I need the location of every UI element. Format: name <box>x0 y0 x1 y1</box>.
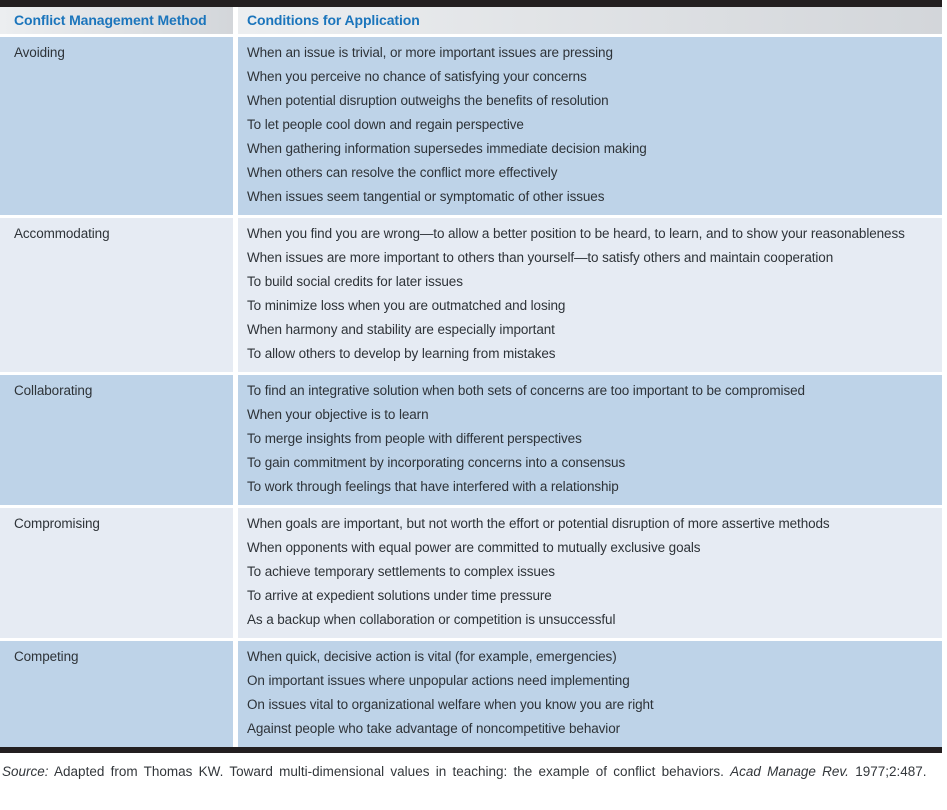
source-label: Source: <box>2 764 49 779</box>
source-text: Adapted from Thomas KW. Toward multi-dimensional values in teaching: the example of conflict behaviors. <box>48 764 731 779</box>
condition-item: When potential disruption outweighs the benefits of resolution <box>247 93 609 108</box>
conditions-cell <box>238 37 942 215</box>
method-cell: Accommodating <box>0 218 233 372</box>
condition-item: When gathering information supersedes immediate decision making <box>247 141 647 156</box>
condition-item: When an issue is trivial, or more important issues are pressing <box>247 45 613 60</box>
condition-item: On important issues where unpopular actions need implementing <box>247 673 630 688</box>
method-cell: Competing <box>0 641 233 747</box>
conditions-cell <box>238 218 942 372</box>
condition-item: When goals are important, but not worth the effort or potential disruption of more assertive methods <box>247 516 830 531</box>
condition-item: As a backup when collaboration or competition is unsuccessful <box>247 612 616 627</box>
condition-item: When quick, decisive action is vital (for example, emergencies) <box>247 649 617 664</box>
source-journal: Acad Manage Rev. <box>730 764 849 779</box>
condition-item: When opponents with equal power are committed to mutually exclusive goals <box>247 540 701 555</box>
method-cell: Collaborating <box>0 375 233 505</box>
conditions-cell <box>238 508 942 638</box>
condition-item: To merge insights from people with different perspectives <box>247 431 582 446</box>
condition-item: When others can resolve the conflict more effectively <box>247 165 558 180</box>
method-cell: Compromising <box>0 508 233 638</box>
condition-item: To gain commitment by incorporating concerns into a consensus <box>247 455 626 470</box>
conditions-cell <box>238 375 942 505</box>
condition-item: When your objective is to learn <box>247 407 429 422</box>
condition-item: To arrive at expedient solutions under time pressure <box>247 588 552 603</box>
conditions-cell <box>238 641 942 747</box>
source-note <box>2 762 945 781</box>
condition-item: When issues are more important to others than yourself—to satisfy others and maintain cooperation <box>247 250 834 265</box>
column-header-conditions: Conditions for Application <box>238 7 942 34</box>
column-header-method: Conflict Management Method <box>0 7 233 34</box>
condition-item: To work through feelings that have interfered with a relationship <box>247 479 619 494</box>
condition-item: To minimize loss when you are outmatched and losing <box>247 298 566 313</box>
method-cell: Avoiding <box>0 37 233 215</box>
condition-item: When harmony and stability are especially important <box>247 322 555 337</box>
condition-item: Against people who take advantage of noncompetitive behavior <box>247 721 621 736</box>
condition-item: To find an integrative solution when both sets of concerns are too important to be compromised <box>247 383 805 398</box>
condition-item: To build social credits for later issues <box>247 274 463 289</box>
condition-item: To achieve temporary settlements to complex issues <box>247 564 555 579</box>
condition-item: When you perceive no chance of satisfying your concerns <box>247 69 587 84</box>
condition-item: To let people cool down and regain perspective <box>247 117 524 132</box>
condition-item: On issues vital to organizational welfare when you know you are right <box>247 697 654 712</box>
condition-item: When issues seem tangential or symptomatic of other issues <box>247 189 605 204</box>
condition-item: To allow others to develop by learning from mistakes <box>247 346 556 361</box>
condition-item: When you find you are wrong—to allow a better position to be heard, to learn, and to show your reasonableness <box>247 226 905 241</box>
source-citation: 1977;2:487. <box>848 764 927 779</box>
table-grid <box>0 7 942 747</box>
